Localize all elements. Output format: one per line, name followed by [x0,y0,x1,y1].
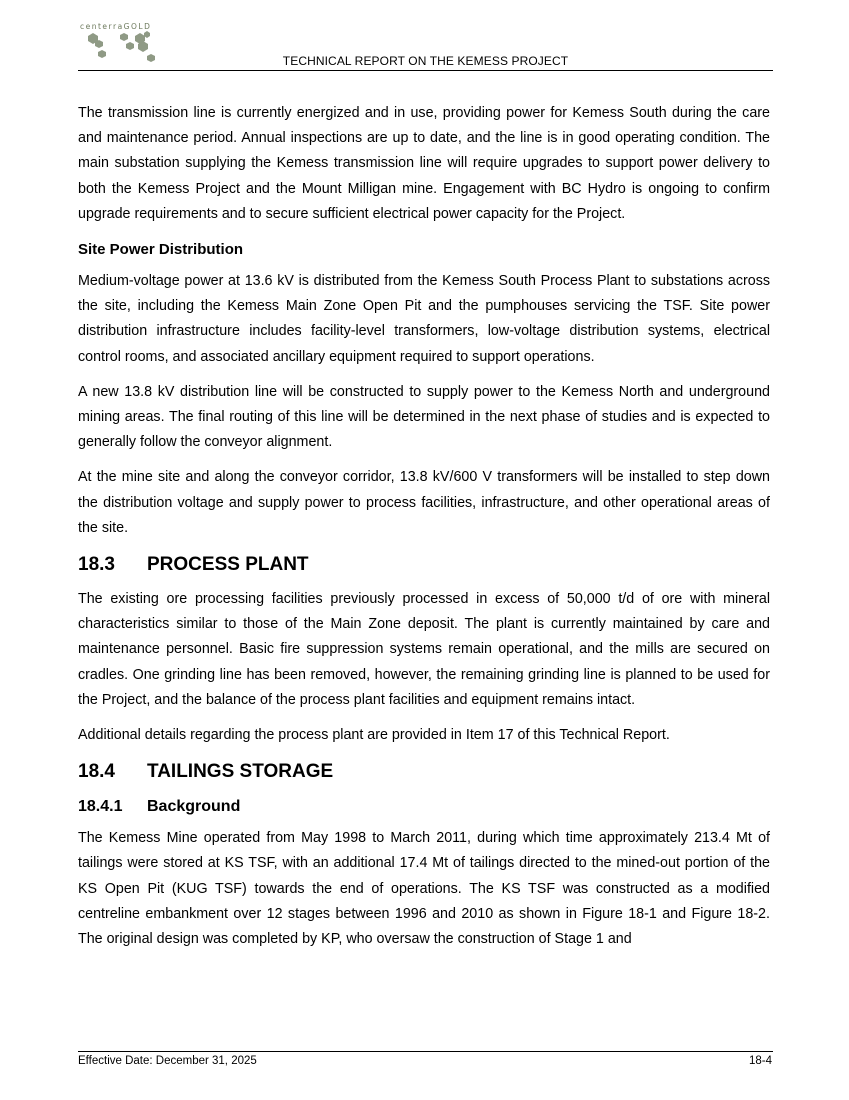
section-heading-18-3 [78,551,770,579]
section-title: PROCESS PLANT [147,554,309,576]
document-body [78,101,770,962]
paragraph-process-facilities: The existing ore processing facilities previously processed in excess of 50,000 t/d of ore with mineral characteristics similar to those of the Main Zone deposit. The plant is currently maintained by care and maintenance personnel. Basic fire suppression systems remain operational, and the mills are secured on cradles. One grinding line has been removed, however, the remaining grinding line is planned to be used for the Project, and the balance of the process plant facilities and equipment remains intact. [78,591,770,708]
subsection-title: Background [147,798,241,816]
section-number: 18.3 [78,554,115,576]
subsection-number: 18.4.1 [78,798,123,816]
paragraph-medium-voltage: Medium-voltage power at 13.6 kV is distributed from the Kemess South Process Plant to substations across the site, including the Kemess Main Zone Open Pit and the pumphouses servicing the TSF. Site power distribution infrastructure includes facility-level transformers, low-voltage distribution systems, electrical control rooms, and associated ancillary equipment required to support operations. [78,273,770,365]
section-heading-18-4 [78,758,770,786]
footer-divider [78,1051,773,1052]
section-number: 18.4 [78,761,115,783]
paragraph-kemess-mine-history: The Kemess Mine operated from May 1998 to March 2011, during which time approximately 213.4 Mt of tailings were stored at KS TSF, with an additional 17.4 Mt of tailings directed to the mined-out portion of the KS Open Pit (KUG TSF) towards the end of operations. The KS TSF was constructed as a modified centreline embankment over 12 stages between 1996 and 2010 as shown in Figure 18-1 and Figure 18-2. The original design was completed by KP, who oversaw the construction of Stage 1 and [78,830,770,948]
report-header-title: TECHNICAL REPORT ON THE KEMESS PROJECT [282,54,569,68]
section-title: TAILINGS STORAGE [147,761,334,783]
logo-wordmark: centerraGOLD [80,22,152,31]
footer-effective-date: Effective Date: December 31, 2025 [78,1055,257,1067]
paragraph-transmission-line: The transmission line is currently energized and in use, providing power for Kemess South during the care and maintenance period. Annual inspections are up to date, and the line is in good operating condition. The main substation supplying the Kemess transmission line will require upgrades to support power delivery to both the Kemess Project and the Mount Milligan mine. Engagement with BC Hydro is ongoing to confirm upgrade requirements and to secure sufficient electrical power capacity for the Project. [78,105,770,222]
paragraph-new-distribution-line: A new 13.8 kV distribution line will be constructed to supply power to the Kemess North and underground mining areas. The final routing of this line will be determined in the next phase of studies and is expected to generally follow the conveyor alignment. [78,383,770,451]
paragraph-additional-details: Additional details regarding the process plant are provided in Item 17 of this Technical Report. [78,727,670,744]
header-divider [78,70,773,71]
subheading-site-power-distribution: Site Power Distribution [78,241,244,259]
paragraph-transformers: At the mine site and along the conveyor corridor, 13.8 kV/600 V transformers will be installed to step down the distribution voltage and supply power to process facilities, infrastructure, and other operational areas of the site. [78,469,770,536]
footer-page-number: 18-4 [748,1055,772,1067]
subsection-heading-18-4-1 [78,794,770,820]
